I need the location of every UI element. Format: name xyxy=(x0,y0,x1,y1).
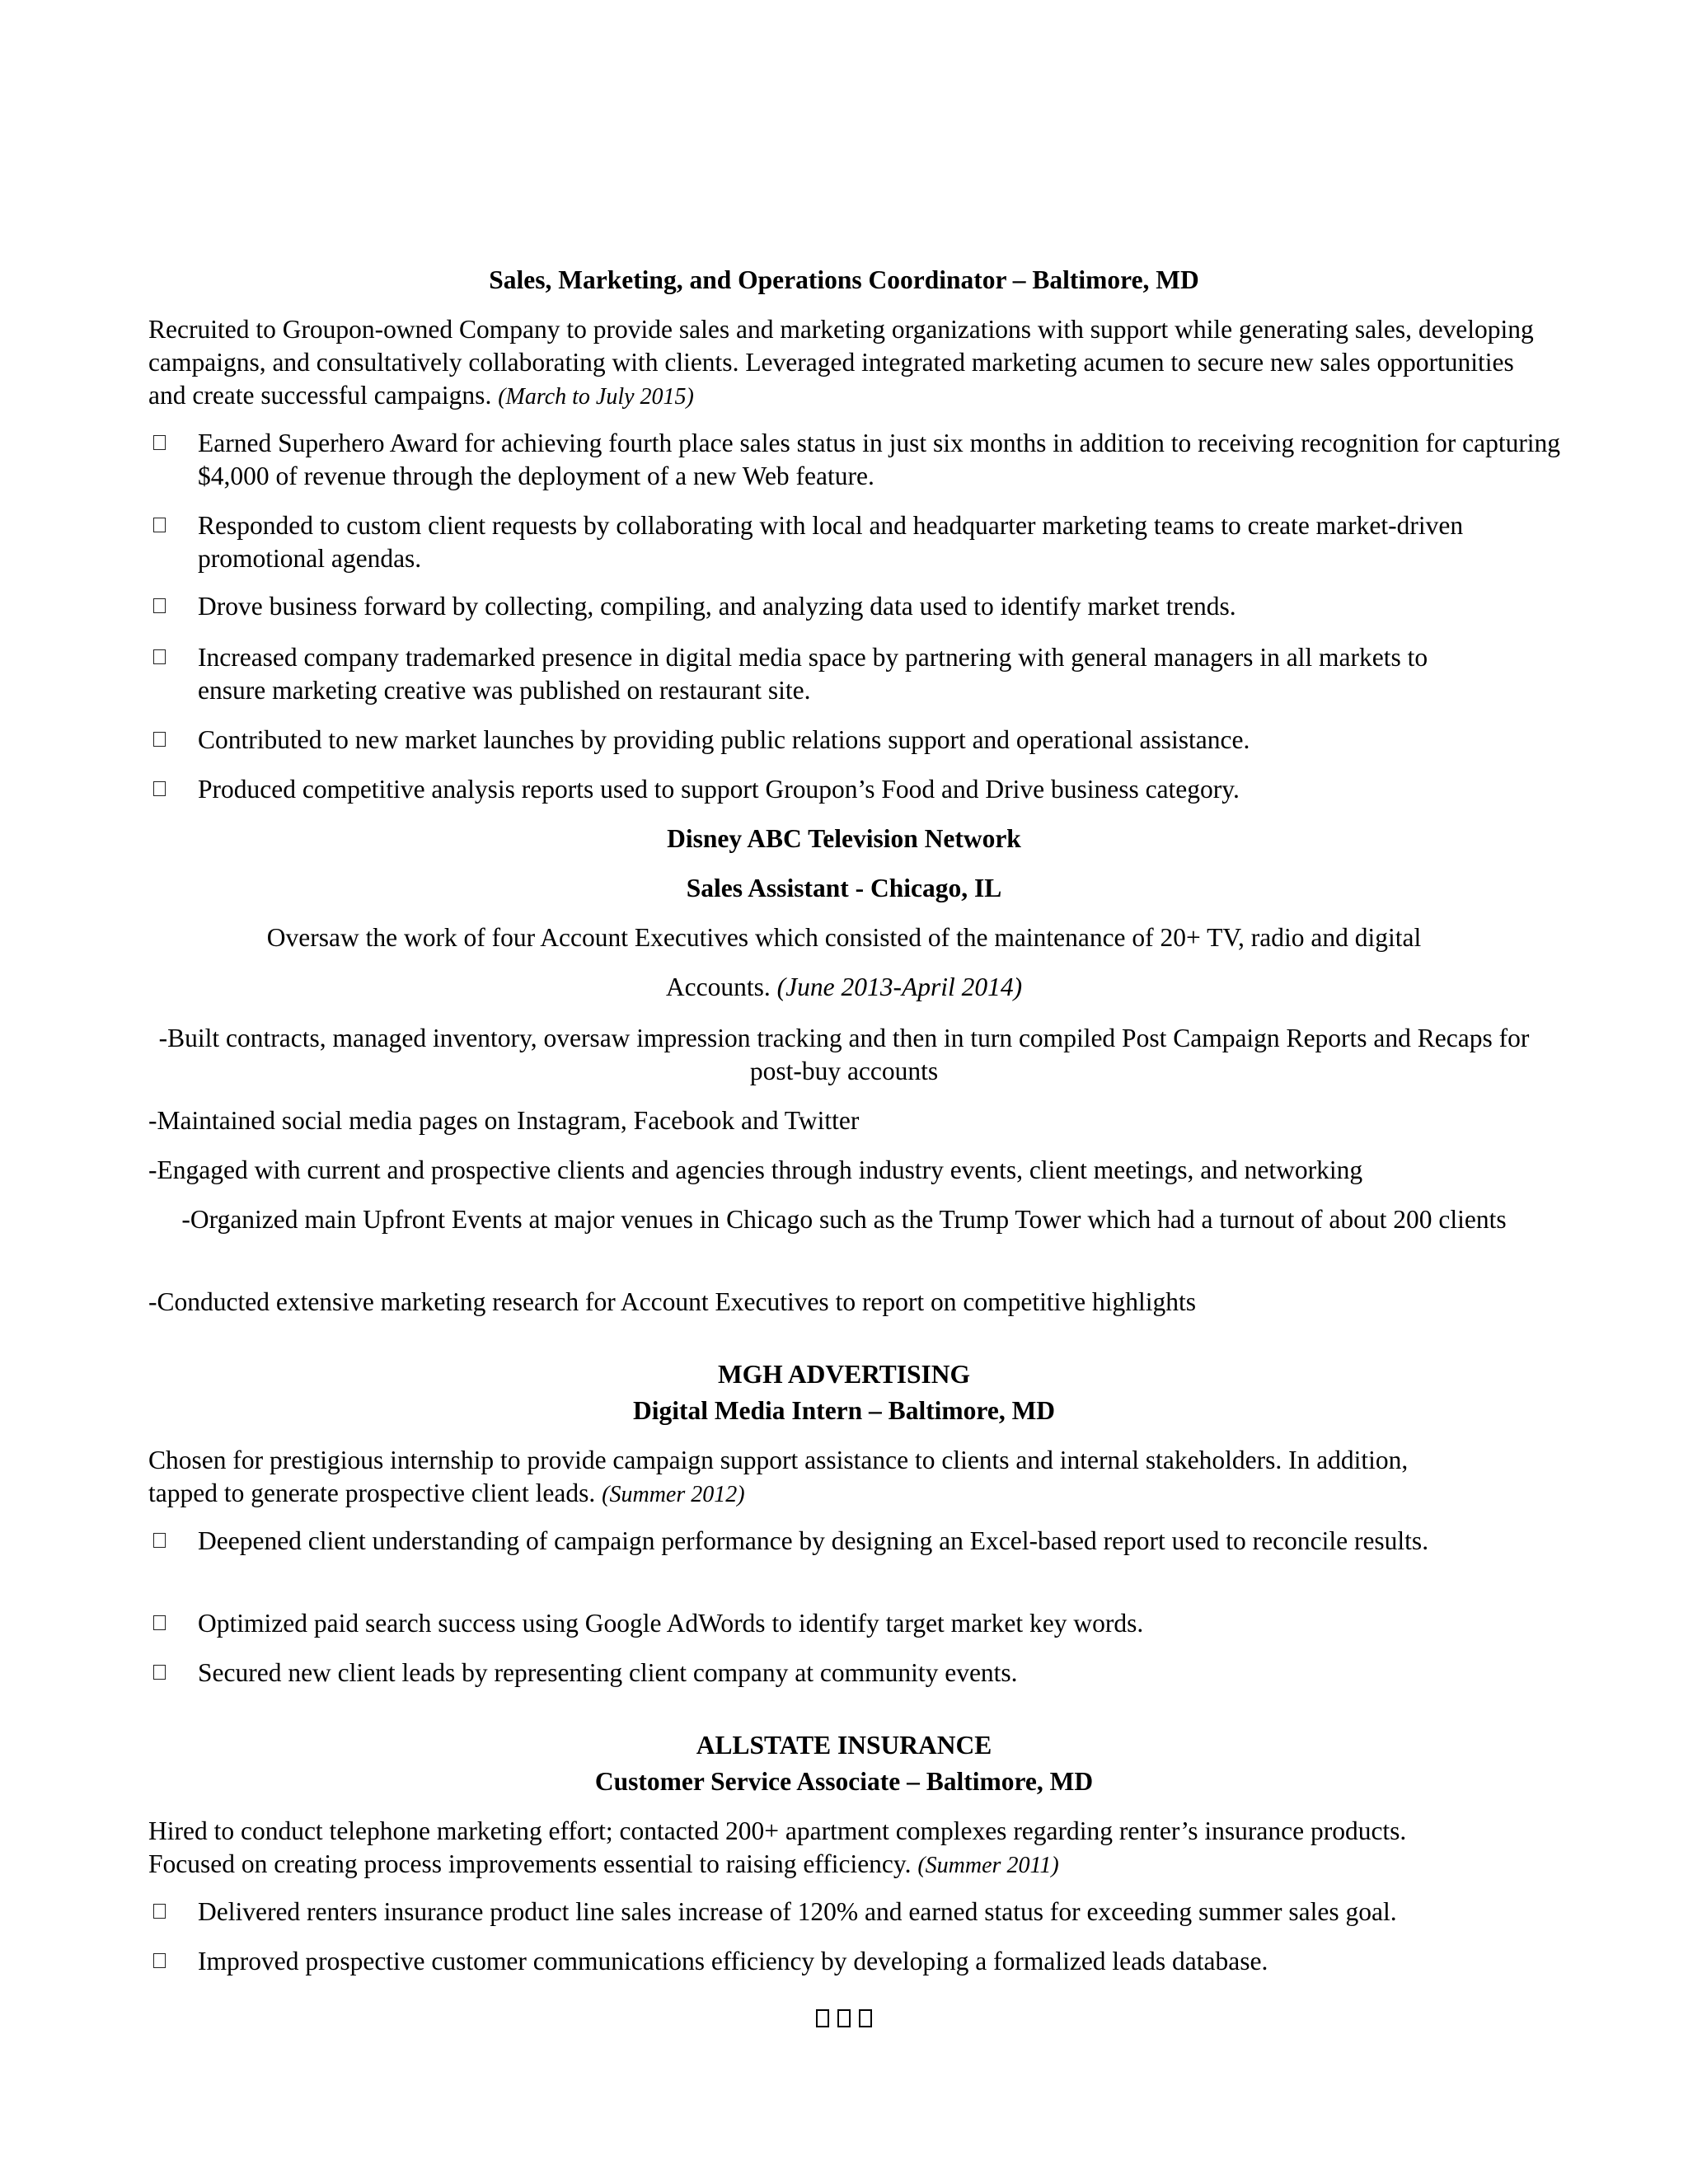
section1-bullet-1: Earned Superhero Award for achieving fourth place sales status in just six months in addition to receiving recognition for capturing $4,000 of revenue through the deployment of a new Web feature. xyxy=(198,429,1561,490)
bullet-box-icon xyxy=(153,1953,166,1968)
section1-bullet-6: Produced competitive analysis reports used to support Groupon’s Food and Drive business category. xyxy=(198,775,1240,804)
section2-item-4: -Organized main Upfront Events at major venues in Chicago such as the Trump Tower which had a turnout of about 200 clients xyxy=(181,1205,1507,1234)
bullet-box-icon xyxy=(153,649,166,664)
section1-bullet-4: Increased company trademarked presence in digital media space by partnering with general managers in all markets to ensure marketing creative was published on restaurant site. xyxy=(198,643,1428,705)
bullet-box-icon xyxy=(153,518,166,532)
bullet-box-icon xyxy=(153,732,166,747)
section1-title: Sales, Marketing, and Operations Coordinator – Baltimore, MD xyxy=(489,265,1199,294)
section1-intro-text: Recruited to Groupon-owned Company to provide sales and marketing organizations with support while generating sales, developing campaigns, and consultatively collaborating with clients. Leveraged integrated marketing acumen to secure new sales opportunities and create successful campaigns. xyxy=(148,315,1534,410)
section1-intro xyxy=(148,313,1550,414)
bullet-box-icon xyxy=(153,1533,166,1548)
section3-intro xyxy=(148,1444,1484,1511)
bullet-box-icon xyxy=(153,1665,166,1680)
section3-intro-text: Chosen for prestigious internship to provide campaign support assistance to clients and internal stakeholders. In addition, tapped to generate prospective client leads. xyxy=(148,1446,1409,1507)
section3-company: MGH ADVERTISING xyxy=(717,1360,971,1389)
section4-company: ALLSTATE INSURANCE xyxy=(696,1731,992,1760)
section2-dates: (June 2013-April 2014) xyxy=(776,972,1023,1001)
end-glyphs xyxy=(0,2001,1688,2034)
bullet-box-icon xyxy=(153,1904,166,1919)
missing-glyph-icon xyxy=(859,2009,872,2027)
bullet-box-icon xyxy=(153,435,166,450)
section2-item-1: -Built contracts, managed inventory, oversaw impression tracking and then in turn compiled Post Campaign Reports and Recaps for post-buy accounts xyxy=(158,1024,1530,1085)
section3-dates: (Summer 2012) xyxy=(602,1482,745,1507)
bullet-box-icon xyxy=(153,781,166,796)
section3-bullet-3: Secured new client leads by representing client company at community events. xyxy=(198,1658,1018,1687)
bullet-box-icon xyxy=(153,1615,166,1630)
bullet-box-icon xyxy=(153,598,166,613)
section4-intro xyxy=(148,1815,1434,1882)
section2-intro-line2 xyxy=(0,971,1688,1004)
section3-title: Digital Media Intern – Baltimore, MD xyxy=(632,1396,1056,1425)
section2-intro-line1: Oversaw the work of four Account Executives which consisted of the maintenance of 20+ TV, radio and digital xyxy=(266,923,1422,952)
section2-intro-line2-text: Accounts. xyxy=(665,972,771,1001)
section4-intro-text: Hired to conduct telephone marketing effort; contacted 200+ apartment complexes regarding renter’s insurance products. Focused on creating process improvements essential to raising efficiency. xyxy=(148,1816,1407,1878)
section2-item-5: -Conducted extensive marketing research for Account Executives to report on competitive highlights xyxy=(148,1287,1196,1316)
section2-item-3: -Engaged with current and prospective clients and agencies through industry events, client meetings, and networking xyxy=(148,1155,1363,1184)
section3-bullet-1: Deepened client understanding of campaign performance by designing an Excel-based report used to reconcile results. xyxy=(198,1526,1429,1555)
missing-glyph-icon xyxy=(816,2009,829,2027)
section4-bullet-1: Delivered renters insurance product line sales increase of 120% and earned status for exceeding summer sales goal. xyxy=(198,1897,1397,1926)
section1-bullet-5: Contributed to new market launches by providing public relations support and operational assistance. xyxy=(198,725,1250,754)
section2-company: Disney ABC Television Network xyxy=(667,824,1021,853)
section4-title: Customer Service Associate – Baltimore, MD xyxy=(594,1767,1094,1796)
missing-glyph-icon xyxy=(837,2009,851,2027)
section4-bullet-2: Improved prospective customer communications efficiency by developing a formalized leads database. xyxy=(198,1947,1268,1975)
section1-bullet-2: Responded to custom client requests by collaborating with local and headquarter marketing teams to create market-driven promotional agendas. xyxy=(198,511,1464,573)
section4-dates: (Summer 2011) xyxy=(917,1853,1059,1878)
section2-title: Sales Assistant - Chicago, IL xyxy=(686,874,1002,902)
section1-bullet-3: Drove business forward by collecting, compiling, and analyzing data used to identify market trends. xyxy=(198,592,1236,621)
section3-bullet-2: Optimized paid search success using Google AdWords to identify target market key words. xyxy=(198,1609,1144,1638)
section2-item-2: -Maintained social media pages on Instagram, Facebook and Twitter xyxy=(148,1106,860,1135)
section1-dates: (March to July 2015) xyxy=(498,384,694,410)
